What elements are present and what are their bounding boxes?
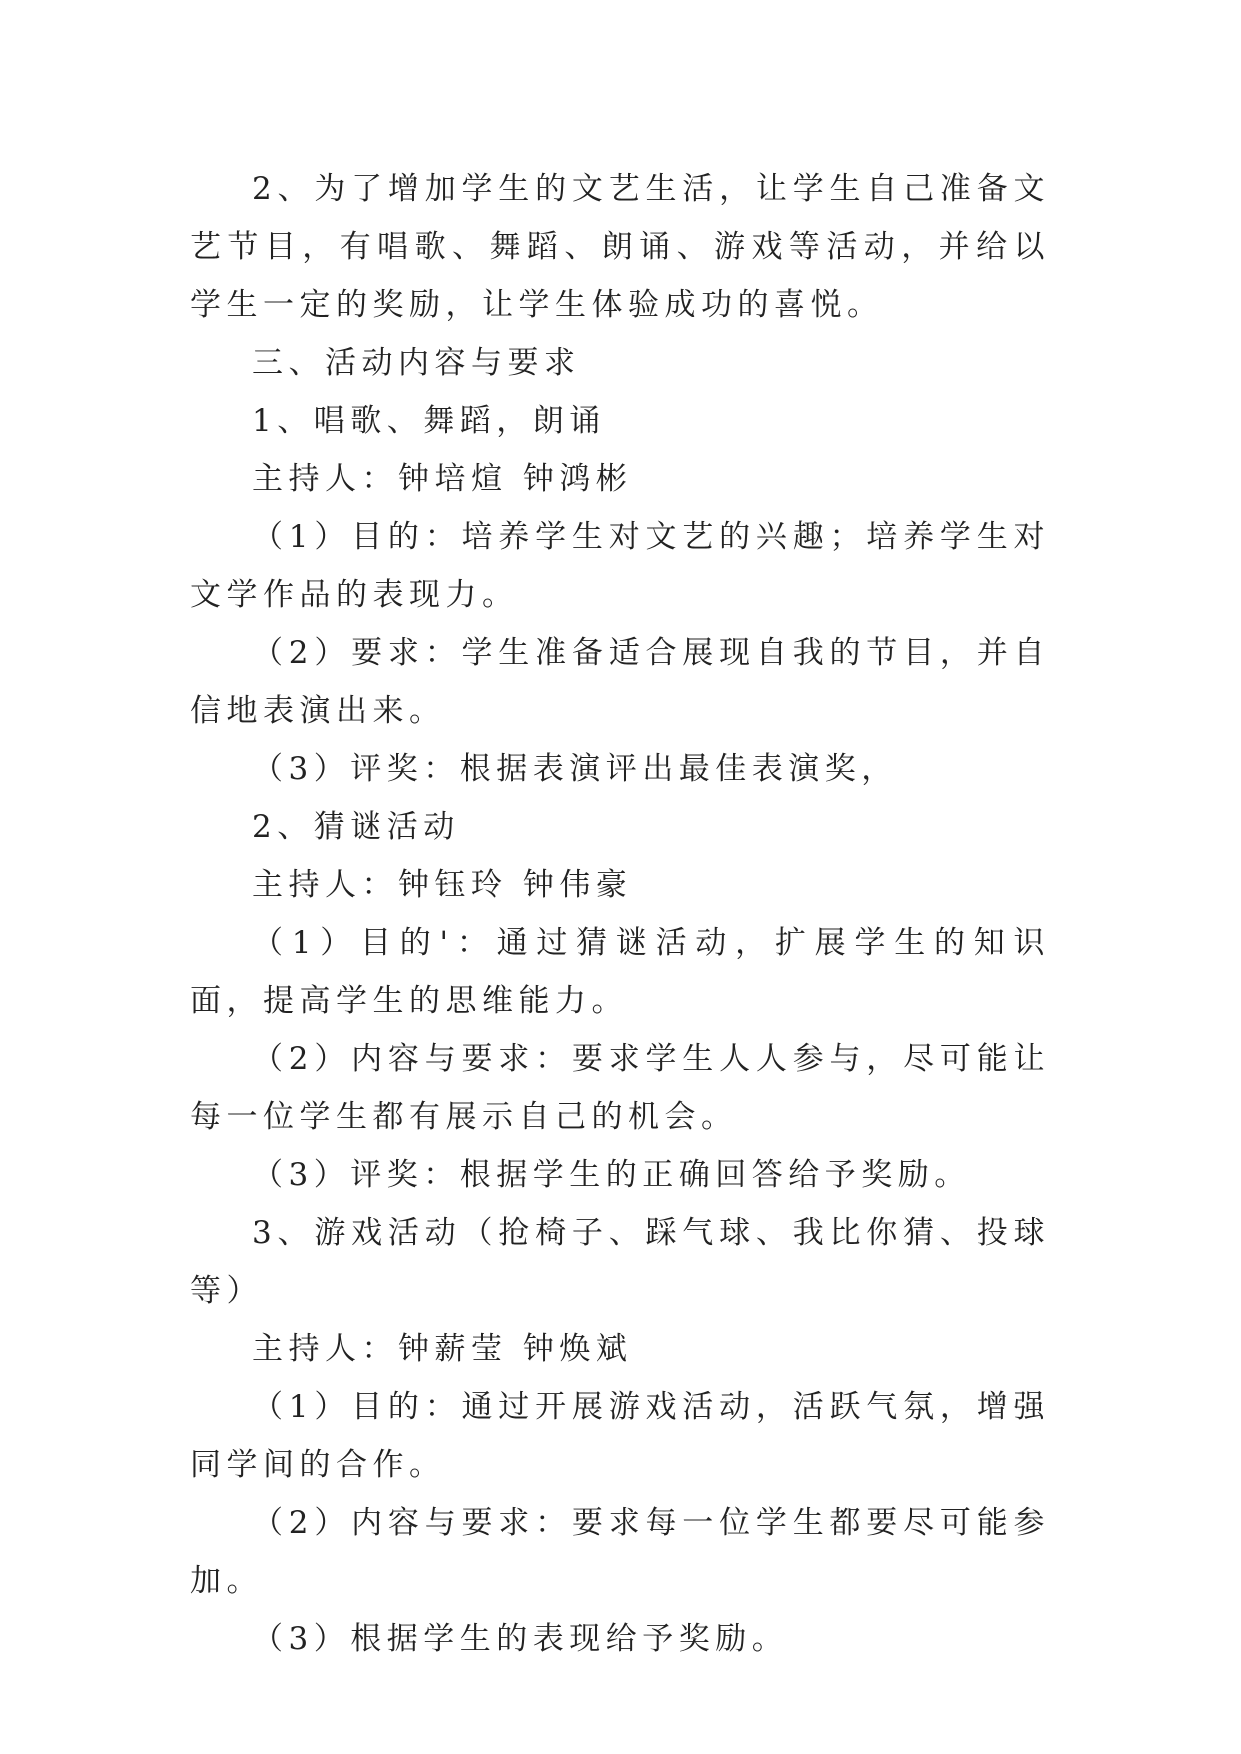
item-heading: 2、猜谜活动 [252, 809, 460, 845]
paragraph: （1）目的：培养学生对文艺的兴趣；培养学生对文学作品的表现力。 [190, 519, 1050, 613]
paragraph: （1）目的：通过开展游戏活动，活跃气氛，增强同学间的合作。 [190, 1389, 1050, 1483]
paragraph: （3）评奖：根据学生的正确回答给予奖励。 [252, 1157, 971, 1193]
paragraph: （2）内容与要求：要求每一位学生都要尽可能参加。 [190, 1505, 1050, 1599]
paragraph: （2）要求：学生准备适合展现自我的节目，并自信地表演出来。 [190, 635, 1050, 729]
paragraph: （3）评奖：根据表演评出最佳表演奖， [252, 751, 898, 787]
host-line: 主持人：钟钰玲 钟伟豪 [252, 867, 633, 903]
paragraph: 2、为了增加学生的文艺生活，让学生自己准备文艺节目，有唱歌、舞蹈、朗诵、游戏等活动，并给以学生一定的奖励，让学生体验成功的喜悦。 [190, 171, 1050, 323]
host-line: 主持人：钟培煊 钟鸿彬 [252, 461, 633, 497]
document-body [190, 160, 1050, 1668]
paragraph: （3）根据学生的表现给予奖励。 [252, 1621, 789, 1657]
item-heading: 3、游戏活动（抢椅子、踩气球、我比你猜、投球等） [190, 1215, 1050, 1309]
paragraph: （1）目的'：通过猜谜活动，扩展学生的知识面，提高学生的思维能力。 [190, 925, 1050, 1019]
item-heading: 1、唱歌、舞蹈，朗诵 [252, 403, 606, 439]
paragraph: （2）内容与要求：要求学生人人参与，尽可能让每一位学生都有展示自己的机会。 [190, 1041, 1050, 1135]
section-heading: 三、活动内容与要求 [252, 345, 581, 381]
host-line: 主持人：钟薪莹 钟焕斌 [252, 1331, 633, 1367]
